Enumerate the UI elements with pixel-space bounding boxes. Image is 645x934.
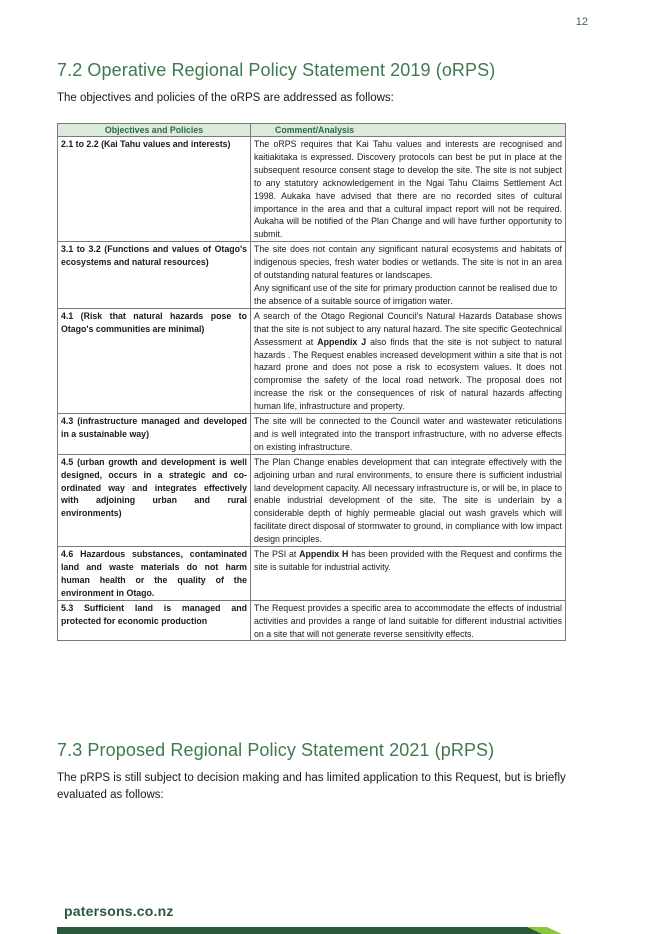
comment-text: A search of the Otago Regional Council's Natural Hazards Database shows that the site is not subject to any natural hazard. The site specific Geotechnical Assessment at [254,310,562,347]
comment-cell [251,547,566,601]
patersons-logo: patersons.co.nz [64,903,174,919]
objective-cell: 4.5 (urban growth and development is well designed, occurs in a strategic and co-ordinated way and integrates effectively with adjoining urban and rural environments) [58,454,251,546]
comment-cell [251,308,566,413]
comment-text: The PSI at [254,549,300,560]
table-row [58,454,566,546]
header-comment: Comment/Analysis [251,124,566,137]
table-header-row [58,124,566,137]
comment-cell: The Request provides a specific area to accommodate the effects of industrial activities and provides a range of land suitable for different industrial activities on a site that will not generate reverse sensitivity effects. [251,600,566,641]
section-7-2-heading: 7.2 Operative Regional Policy Statement 2019 (oRPS) [57,60,496,80]
appendix-reference: Appendix H [299,549,349,560]
objective-cell: 2.1 to 2.2 (Kai Tahu values and interests) [58,137,251,242]
table-row [58,600,566,641]
table-row [58,137,566,242]
comment-cell: The site will be connected to the Council water and wastewater reticulations and is well integrated into the transport infrastructure, with no adverse effects on existing infrastructure. [251,414,566,455]
objective-cell: 5.3 Sufficient land is managed and protected for economic production [58,600,251,641]
comment-text: also finds that the site is not subject to natural hazards . The Request enables increased development within a site that is not hazard prone and does not pose a risk to ecosystem values. It does not compromise the safety of the local road network. The proposal does not increase the risk or the consequences of risk of natural hazards affecting human life, infrastructure and property. [254,336,562,412]
section-7-3-heading: 7.3 Proposed Regional Policy Statement 2021 (pRPS) [57,740,495,760]
appendix-reference: Appendix J [317,336,367,347]
table-row [58,242,566,309]
objective-cell: 4.1 (Risk that natural hazards pose to Otago's communities are minimal) [58,308,251,413]
comment-paragraph: Any significant use of the site for primary production cannot be realised due to the absence of a suitable source of irrigation water. [254,282,558,306]
table-row [58,308,566,413]
objective-cell: 4.3 (infrastructure managed and developed in a sustainable way) [58,414,251,455]
page-number: 12 [575,16,588,28]
section-7-3-intro: The pRPS is still subject to decision making and has limited application to this Request, but is briefly evaluated as follows: [57,772,566,801]
comment-text: has been provided with the Request and confirms the site is suitable for industrial activity. [254,549,562,572]
comment-cell: The oRPS requires that Kai Tahu values and interests are recognised and kaitiakitaka is expressed. Discovery protocols can best be put in place at the subsequent resource consent stage to develop the site. The site is not subject to any statutory acknowledgement in the Ngai Tahu Claims Settlement Act 1998. Aukaka have advised that there are no recorded sites of cultural importance in the area and that a cultural impact report will not be required. Aukaha will be notified of the Plan Change and will have further opportunity to submit. [251,137,566,242]
objective-cell: 3.1 to 3.2 (Functions and values of Otago's ecosystems and natural resources) [58,242,251,309]
section-7-2-intro: The objectives and policies of the oRPS are addressed as follows: [57,92,394,104]
table-row [58,414,566,455]
comment-paragraph: The site does not contain any significant natural ecosystems and habitats of indigenous species, fresh water bodies or wetlands. The site is not in an area of outstanding natural features or landscapes. [254,244,562,281]
objective-cell: 4.6 Hazardous substances, contaminated land and waste materials do not harm human health or the quality of the environment in Otago. [58,547,251,601]
orps-objectives-table [57,123,566,641]
header-objectives: Objectives and Policies [58,124,251,137]
footer-stripe-dark [57,927,542,934]
comment-cell [251,242,566,309]
footer-stripe-icon [57,927,645,934]
comment-cell: The Plan Change enables development that can integrate effectively with the adjoining urban and rural environments, to ensure there is sufficient industrial land development capacity. All necessary infrastructure is, or will be, in place to enable industrial development of the site. The site is underlain by a considerable depth of highly permeable glacial out wash gravels which will facilitate direct disposal of stormwater to ground, in compliance with low impact design principles. [251,454,566,546]
table-row [58,547,566,601]
